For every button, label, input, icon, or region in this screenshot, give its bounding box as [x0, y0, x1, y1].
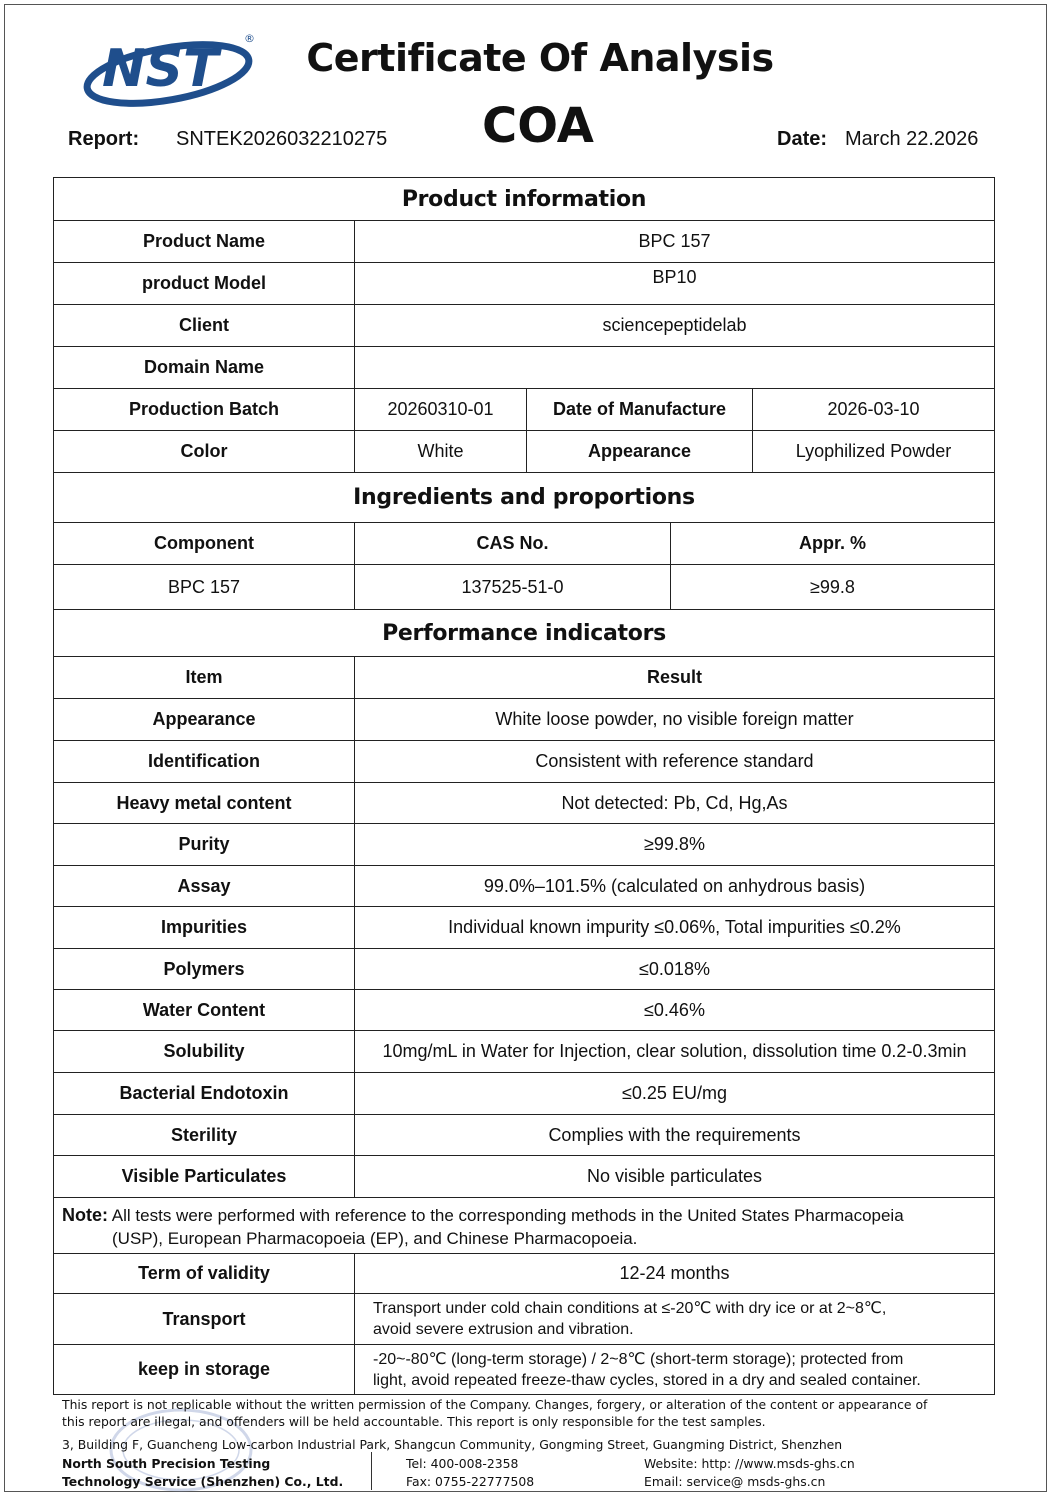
- document-title: Certificate Of Analysis: [306, 36, 774, 80]
- label: Product Name: [54, 221, 355, 262]
- result: Complies with the requirements: [548, 1124, 801, 1145]
- performance-row: [54, 783, 994, 824]
- performance-row: [54, 1073, 994, 1115]
- footer-divider: [371, 1452, 372, 1490]
- item: Purity: [54, 824, 355, 865]
- item: Sterility: [54, 1115, 355, 1155]
- company-address: 3, Building F, Guancheng Low-carbon Industrial Park, Shangcun Community, Gongming Street, Guangming District, Shenzhen: [62, 1437, 843, 1452]
- row-color: [54, 431, 994, 473]
- component: BPC 157: [54, 565, 355, 609]
- label: Domain Name: [54, 347, 355, 388]
- item: Appearance: [54, 699, 355, 740]
- disclaimer: [62, 1396, 982, 1430]
- result: 10mg/mL in Water for Injection, clear solution, dissolution time 0.2-0.3min: [382, 1041, 967, 1061]
- document-subtitle: COA: [482, 98, 594, 154]
- tel: Tel: 400-008-2358: [406, 1456, 519, 1471]
- performance-row: [54, 699, 994, 741]
- performance-row: [54, 949, 994, 990]
- result: No visible particulates: [586, 1166, 763, 1186]
- report-number: SNTEK2026032210275: [176, 128, 388, 150]
- section-heading: Ingredients and proportions: [353, 485, 695, 510]
- section-heading: Performance indicators: [382, 620, 666, 646]
- label: keep in storage: [54, 1345, 355, 1394]
- section-performance: [54, 610, 994, 657]
- item: Water Content: [54, 990, 355, 1030]
- result: ≤0.25 EU/mg: [622, 1083, 727, 1103]
- value: 20260310-01: [355, 389, 527, 430]
- cas-number: 137525-51-0: [355, 565, 671, 609]
- item: Identification: [54, 741, 355, 782]
- email: Email: service@ msds-ghs.cn: [644, 1474, 826, 1489]
- performance-row: [54, 907, 994, 949]
- transport-line-1: Transport under cold chain conditions at ≤-20℃ with dry ice or at 2~8℃,: [373, 1300, 887, 1317]
- logo-text: NST: [102, 39, 219, 99]
- report-label: Report:: [68, 128, 140, 150]
- value: sciencepeptidelab: [602, 315, 747, 335]
- column-header: CAS No.: [355, 523, 671, 564]
- result: Consistent with reference standard: [535, 751, 814, 771]
- coa-table: [53, 177, 995, 1395]
- row-client: [54, 305, 994, 347]
- item: Impurities: [54, 907, 355, 948]
- column-header: Item: [54, 657, 355, 698]
- website: Website: http: //www.msds-ghs.cn: [644, 1456, 855, 1471]
- ingredients-header: [54, 523, 994, 565]
- section-product-info: [54, 178, 994, 221]
- item: Heavy metal content: [54, 783, 355, 823]
- performance-row: [54, 990, 994, 1031]
- row-product-model: [54, 263, 994, 305]
- item: Assay: [54, 866, 355, 906]
- note: [54, 1198, 994, 1253]
- storage-line-2: light, avoid repeated freeze-thaw cycles, stored in a dry and sealed container.: [373, 1371, 921, 1389]
- value: BP10: [652, 267, 697, 287]
- company-name-line-2: Technology Service (Shenzhen) Co., Ltd.: [62, 1474, 344, 1489]
- row-keep-in-storage: [54, 1345, 994, 1394]
- note-label: Note:: [62, 1205, 108, 1225]
- value: Lyophilized Powder: [795, 441, 952, 461]
- value: [355, 1294, 994, 1344]
- performance-header: [54, 657, 994, 699]
- date-label: Date:: [777, 128, 828, 150]
- value: 12-24 months: [619, 1263, 730, 1283]
- item: Bacterial Endotoxin: [54, 1073, 355, 1114]
- value: [355, 1345, 994, 1394]
- performance-row: [54, 866, 994, 907]
- contact-phone-fax: [406, 1455, 534, 1491]
- label: Transport: [54, 1294, 355, 1344]
- label: Date of Manufacture: [527, 389, 753, 430]
- value: White: [355, 431, 527, 472]
- performance-row: [54, 1156, 994, 1198]
- result: ≤0.018%: [639, 958, 710, 979]
- item: Polymers: [54, 949, 355, 989]
- row-transport: [54, 1294, 994, 1345]
- result: White loose powder, no visible foreign matter: [495, 709, 854, 729]
- nst-logo: [80, 28, 260, 112]
- label: Color: [54, 431, 355, 472]
- section-heading: Product information: [401, 186, 647, 212]
- note-row: [54, 1198, 994, 1254]
- row-production-batch: [54, 389, 994, 431]
- value: [355, 347, 994, 388]
- item: Solubility: [54, 1031, 355, 1072]
- result: Individual known impurity ≤0.06%, Total impurities ≤0.2%: [448, 917, 901, 937]
- percentage: ≥99.8: [810, 576, 855, 597]
- date-value: March 22.2026: [845, 128, 979, 150]
- company-name-line-1: North South Precision Testing: [62, 1456, 271, 1471]
- performance-row: [54, 824, 994, 866]
- performance-row: [54, 1115, 994, 1156]
- disclaimer-line-2: this report are illegal, and offenders will be held accountable. This report is only responsible for the test samples.: [62, 1414, 766, 1429]
- label: Appearance: [527, 431, 753, 472]
- result: ≤0.46%: [644, 999, 705, 1020]
- label: product Model: [54, 263, 355, 304]
- result: 99.0%–101.5% (calculated on anhydrous basis): [483, 875, 866, 896]
- label: Production Batch: [54, 389, 355, 430]
- transport-line-2: avoid severe extrusion and vibration.: [373, 1321, 634, 1338]
- result: Not detected: Pb, Cd, Hg,As: [561, 792, 788, 813]
- row-term-of-validity: [54, 1254, 994, 1294]
- column-header: Component: [54, 523, 355, 564]
- performance-row: [54, 741, 994, 783]
- disclaimer-line-1: This report is not replicable without the written permission of the Company. Changes, forgery, or alteration of the content or appearance of: [62, 1397, 928, 1412]
- label: Client: [54, 305, 355, 346]
- value: BPC 157: [638, 231, 711, 251]
- performance-row: [54, 1031, 994, 1073]
- ingredient-row: [54, 565, 994, 610]
- column-header: Appr. %: [798, 533, 866, 553]
- fax: Fax: 0755-22777508: [406, 1474, 535, 1489]
- value: 2026-03-10: [827, 399, 920, 419]
- result: ≥99.8%: [644, 834, 705, 854]
- item: Visible Particulates: [54, 1156, 355, 1197]
- row-domain-name: [54, 347, 994, 389]
- note-line-1: All tests were performed with reference to the corresponding methods in the United States Pharmacopeia: [111, 1206, 904, 1225]
- svg-text:®: ®: [244, 32, 255, 45]
- contact-web-email: [644, 1455, 855, 1491]
- note-line-2: (USP), European Pharmacopoeia (EP), and Chinese Pharmacopoeia.: [112, 1229, 638, 1248]
- storage-line-1: -20~-80℃ (long-term storage) / 2~8℃ (short-term storage); protected from: [373, 1350, 904, 1368]
- row-product-name: [54, 221, 994, 263]
- section-ingredients: [54, 473, 994, 523]
- company-name: [62, 1455, 343, 1491]
- label: Term of validity: [54, 1254, 355, 1293]
- column-header: Result: [646, 667, 702, 687]
